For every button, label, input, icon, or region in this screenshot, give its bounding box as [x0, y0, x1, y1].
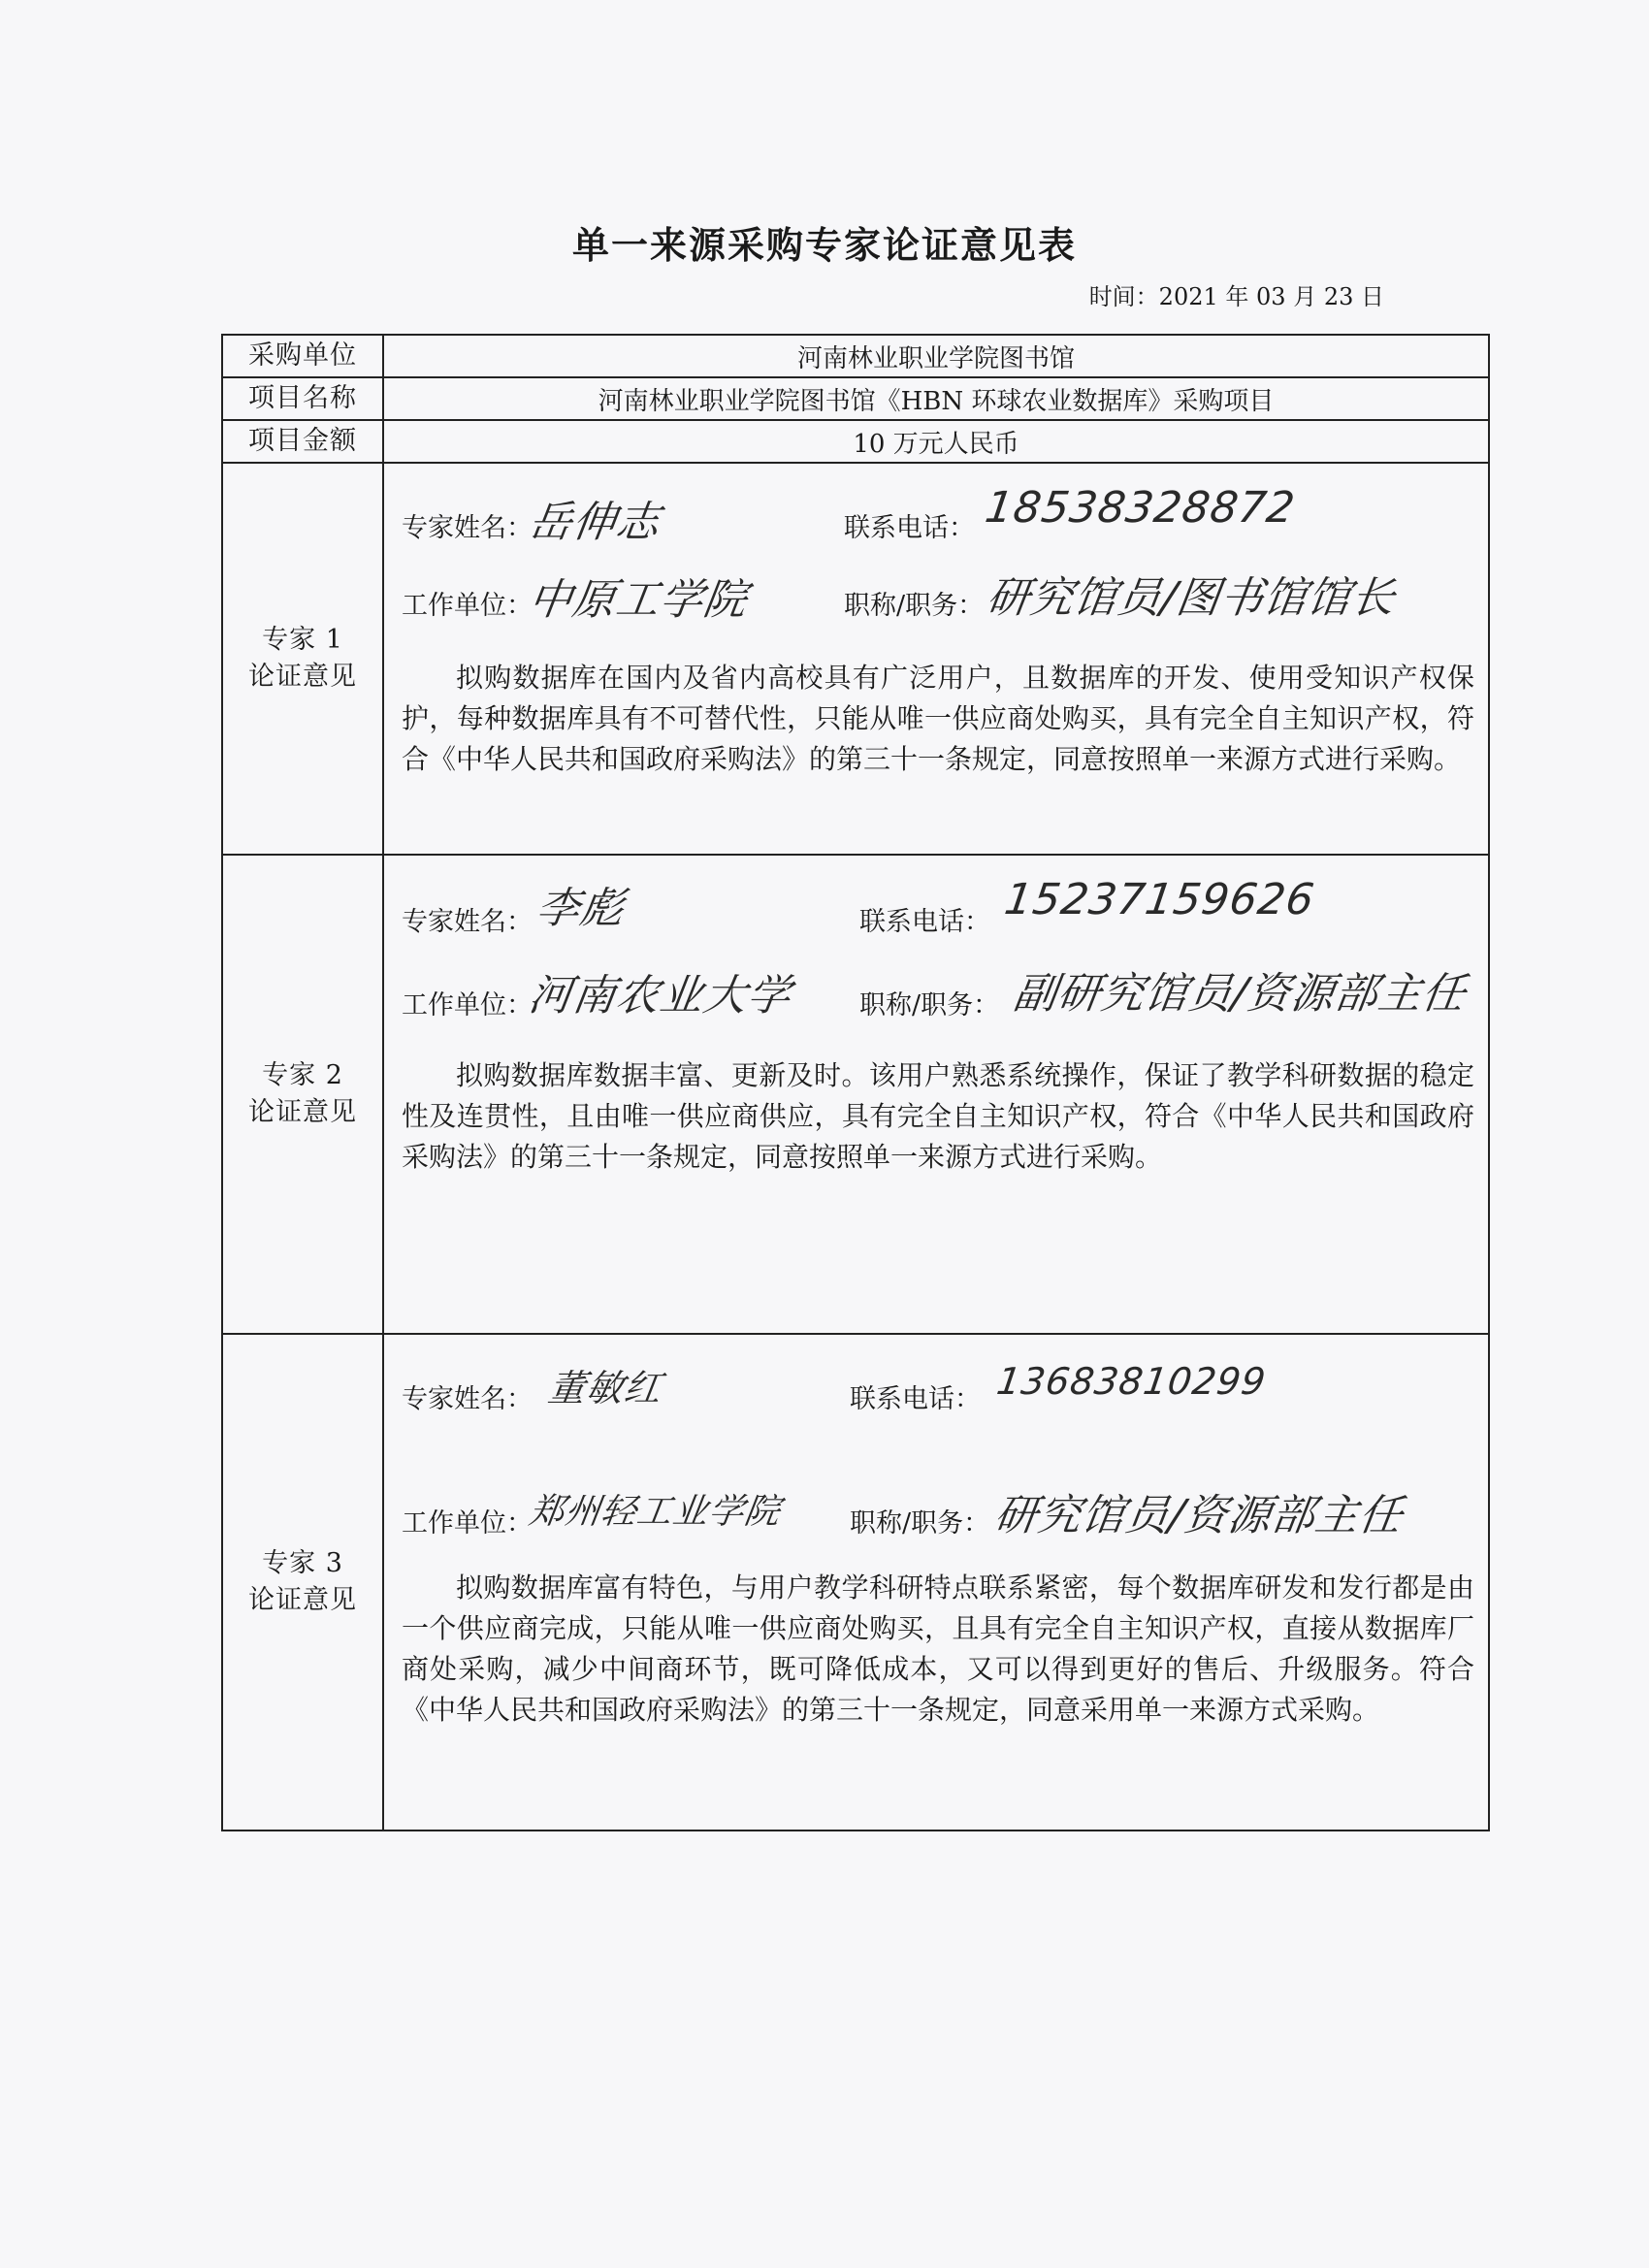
expert-2-section-label — [222, 855, 383, 1334]
value-amount: 10 万元人民币 — [383, 420, 1489, 463]
opinion-table — [221, 334, 1490, 1831]
expert-1-section-number: 专家 1 — [262, 625, 343, 656]
expert-3-name-signature: 董敏红 — [545, 1367, 665, 1409]
expert-1-name-label: 专家姓名： — [402, 513, 533, 543]
expert-1-name-signature: 岳伸志 — [525, 498, 663, 547]
date-line: 时间：2021 年 03 月 23 日 — [1088, 283, 1384, 310]
expert-2-phone-value: 15237159626 — [1001, 875, 1318, 924]
expert-1-section-label — [222, 463, 383, 855]
expert-2-workplace-label: 工作单位： — [402, 990, 533, 1021]
row-unit — [222, 335, 1489, 377]
label-project-name: 项目名称 — [222, 377, 383, 420]
expert-3-name-label: 专家姓名： — [402, 1384, 533, 1414]
expert-2-phone-label: 联系电话： — [859, 907, 990, 937]
expert-2-opinion: 拟购数据库数据丰富、更新及时。该用户熟悉系统操作，保证了教学科研数据的稳定性及连贯性，且由唯一供应商供应，具有完全自主知识产权，符合《中华人民共和国政府采购法》的第三十一条规定，同意按照单一来源方式进行采购。 — [402, 1059, 1474, 1173]
expert-2-section-number: 专家 2 — [262, 1060, 343, 1091]
expert-3-position-label: 职称/职务： — [850, 1508, 990, 1539]
expert-3-workplace-value: 郑州轻工业学院 — [526, 1492, 784, 1532]
expert-1-opinion: 拟购数据库在国内及省内高校具有广泛用户，且数据库的开发、使用受知识产权保护，每种数据库具有不可替代性，只能从唯一供应商处购买，具有完全自主知识产权，符合《中华人民共和国政府采购法》的第三十一条规定，同意按照单一来源方式进行采购。 — [402, 662, 1474, 775]
expert-2-workplace-value: 河南农业大学 — [525, 971, 794, 1021]
expert-1-phone-value: 18538328872 — [982, 483, 1299, 533]
page-title: 单一来源采购专家论证意见表 — [571, 223, 1077, 267]
row-project-name — [222, 377, 1489, 420]
expert-3-cell — [383, 1334, 1489, 1831]
label-amount: 项目金额 — [222, 420, 383, 463]
expert-2-position-value: 副研究馆员/资源部主任 — [1010, 969, 1470, 1019]
expert-1-section-title: 论证意见 — [248, 662, 357, 692]
expert-2-position-label: 职称/职务： — [859, 990, 1000, 1021]
expert-1-position-label: 职称/职务： — [844, 591, 985, 621]
expert-3-row — [222, 1334, 1489, 1831]
expert-1-workplace-value: 中原工学院 — [525, 575, 751, 625]
row-amount — [222, 420, 1489, 463]
expert-3-position-value: 研究馆员/资源部主任 — [990, 1491, 1406, 1540]
value-project-name: 河南林业职业学院图书馆《HBN 环球农业数据库》采购项目 — [383, 377, 1489, 420]
expert-1-position-value: 研究馆员/图书馆馆长 — [983, 573, 1399, 623]
expert-3-section-label — [222, 1334, 383, 1831]
expert-1-row — [222, 463, 1489, 855]
expert-1-cell — [383, 463, 1489, 855]
expert-2-section-title: 论证意见 — [248, 1097, 357, 1127]
expert-3-section-number: 专家 3 — [262, 1548, 343, 1579]
expert-3-phone-label: 联系电话： — [850, 1384, 981, 1414]
expert-2-row — [222, 855, 1489, 1334]
expert-3-opinion: 拟购数据库富有特色，与用户教学科研特点联系紧密，每个数据库研发和发行都是由一个供应商完成，只能从唯一供应商处购买，且具有完全自主知识产权，直接从数据库厂商处采购，减少中间商环节，既可降低成本，又可以得到更好的售后、升级服务。符合《中华人民共和国政府采购法》的第三十一条规定，同意采用单一来源方式采购。 — [402, 1571, 1474, 1726]
expert-3-section-title: 论证意见 — [248, 1585, 357, 1615]
expert-2-cell — [383, 855, 1489, 1334]
expert-1-workplace-label: 工作单位： — [402, 591, 533, 621]
expert-3-workplace-label: 工作单位： — [402, 1508, 533, 1539]
expert-2-name-signature: 李彪 — [533, 884, 628, 933]
expert-2-name-label: 专家姓名： — [402, 907, 533, 937]
expert-3-phone-value: 13683810299 — [993, 1360, 1270, 1403]
expert-1-phone-label: 联系电话： — [844, 513, 975, 543]
value-unit: 河南林业职业学院图书馆 — [383, 335, 1489, 377]
label-unit: 采购单位 — [222, 335, 383, 377]
